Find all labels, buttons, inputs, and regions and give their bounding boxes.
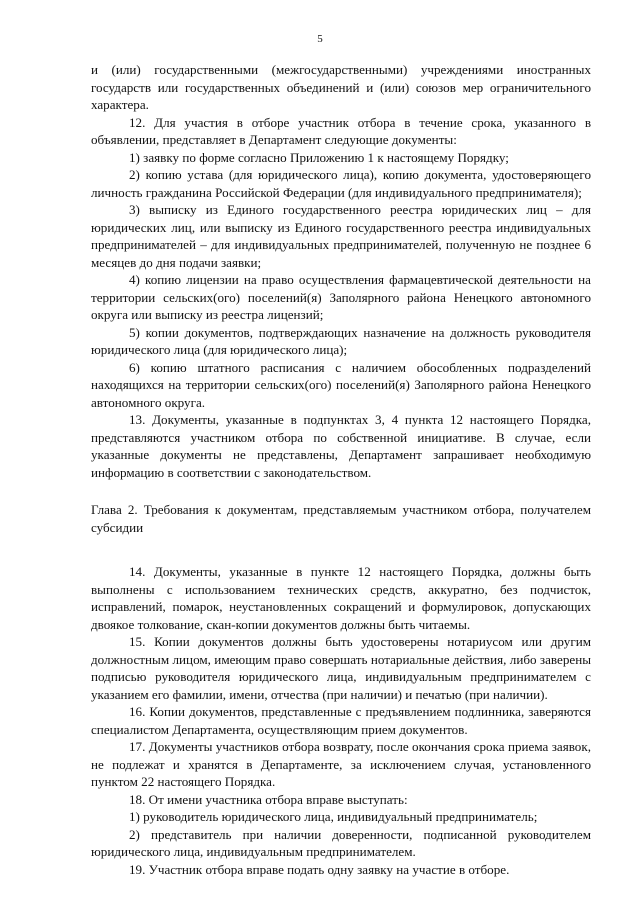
paragraph-19: 19. Участник отбора вправе подать одну заявку на участие в отборе. [129,861,510,877]
chapter-2-heading: Глава 2. Требования к документам, представляемым участником отбора, получателем субсидии [91,502,591,535]
subitem-12-3: 3) выписку из Единого государственного реестра юридических лиц – для юридических лиц, или выписку из Единого государственного реестра индивидуальных предпринимателей – для индивидуальных предпринимателей, полученную не позднее 6 месяцев до дня подачи заявки; [91,202,591,270]
subitem-12-6: 6) копию штатного расписания с наличием обособленных подразделений находящихся на территории сельских(ого) поселений(я) Заполярного района Ненецкого автономного округа. [91,359,591,410]
subitem-12-5: 5) копии документов, подтверждающих назначение на должность руководителя юридического лица (для юридического лица); [91,324,591,357]
subitem-12-1: 1) заявку по форме согласно Приложению 1 к настоящему Порядку; [129,149,509,165]
subitem-12-2: 2) копию устава (для юридического лица), копию документа, удостоверяющего личность гражданина Российской Федерации (для индивидуального предпринимателя); [91,167,591,200]
subitem-12-4: 4) копию лицензии на право осуществления фармацевтической деятельности на территории сельских(ого) поселений(я) Заполярного района Ненецкого автономного округа или выписку из реестра лицензий; [91,272,591,322]
paragraph-13: 13. Документы, указанные в подпунктах 3, 4 пункта 12 настоящего Порядка, представляются участником отбора по собственной инициативе. В случае, если указанные документы не представлены, Департамент запрашивает необходимую информацию в соответствии с законодательством. [91,412,591,480]
subitem-18-1: 1) руководитель юридического лица, индивидуальный предприниматель; [129,809,538,824]
page-number: 5 [317,33,323,45]
paragraph-11-continuation: и (или) государственными (межгосударственными) учреждениями иностранных государств или государственных объединений и (или) союзов мер ограничительного характера. [91,62,591,112]
paragraph-16: 16. Копии документов, представленные с предъявлением подлинника, заверяются специалистом Департамента, осуществляющим прием документов. [91,704,591,737]
paragraph-17: 17. Документы участников отбора возврату, после окончания срока приема заявок, не подлежат и хранятся в Департаменте, за исключением случая, установленного пунктом 22 настоящего Порядка. [91,739,591,789]
paragraph-18: 18. От имени участника отбора вправе выступать: [129,791,408,807]
paragraph-15: 15. Копии документов должны быть удостоверены нотариусом или другим должностным лицом, имеющим право совершать нотариальные действия, либо заверены подписью руководителя юридического лица, индивидуальным предпринимателем с указанием его фамилии, имени, отчества (при наличии) и печатью (при наличии). [91,634,591,702]
document-body [91,61,591,878]
paragraph-12: 12. Для участия в отборе участник отбора в течение срока, указанного в объявлении, представляет в Департамент следующие документы: [91,114,591,147]
paragraph-14: 14. Документы, указанные в пункте 12 настоящего Порядка, должны быть выполнены с использованием технических средств, аккуратно, без подчисток, исправлений, помарок, неустановленных сокращений и формулировок, допускающих двоякое толкование, скан-копии документов должны быть читаемы. [91,564,591,632]
subitem-18-2: 2) представитель при наличии доверенности, подписанной руководителем юридического лица, индивидуальным предпринимателем. [91,826,591,859]
